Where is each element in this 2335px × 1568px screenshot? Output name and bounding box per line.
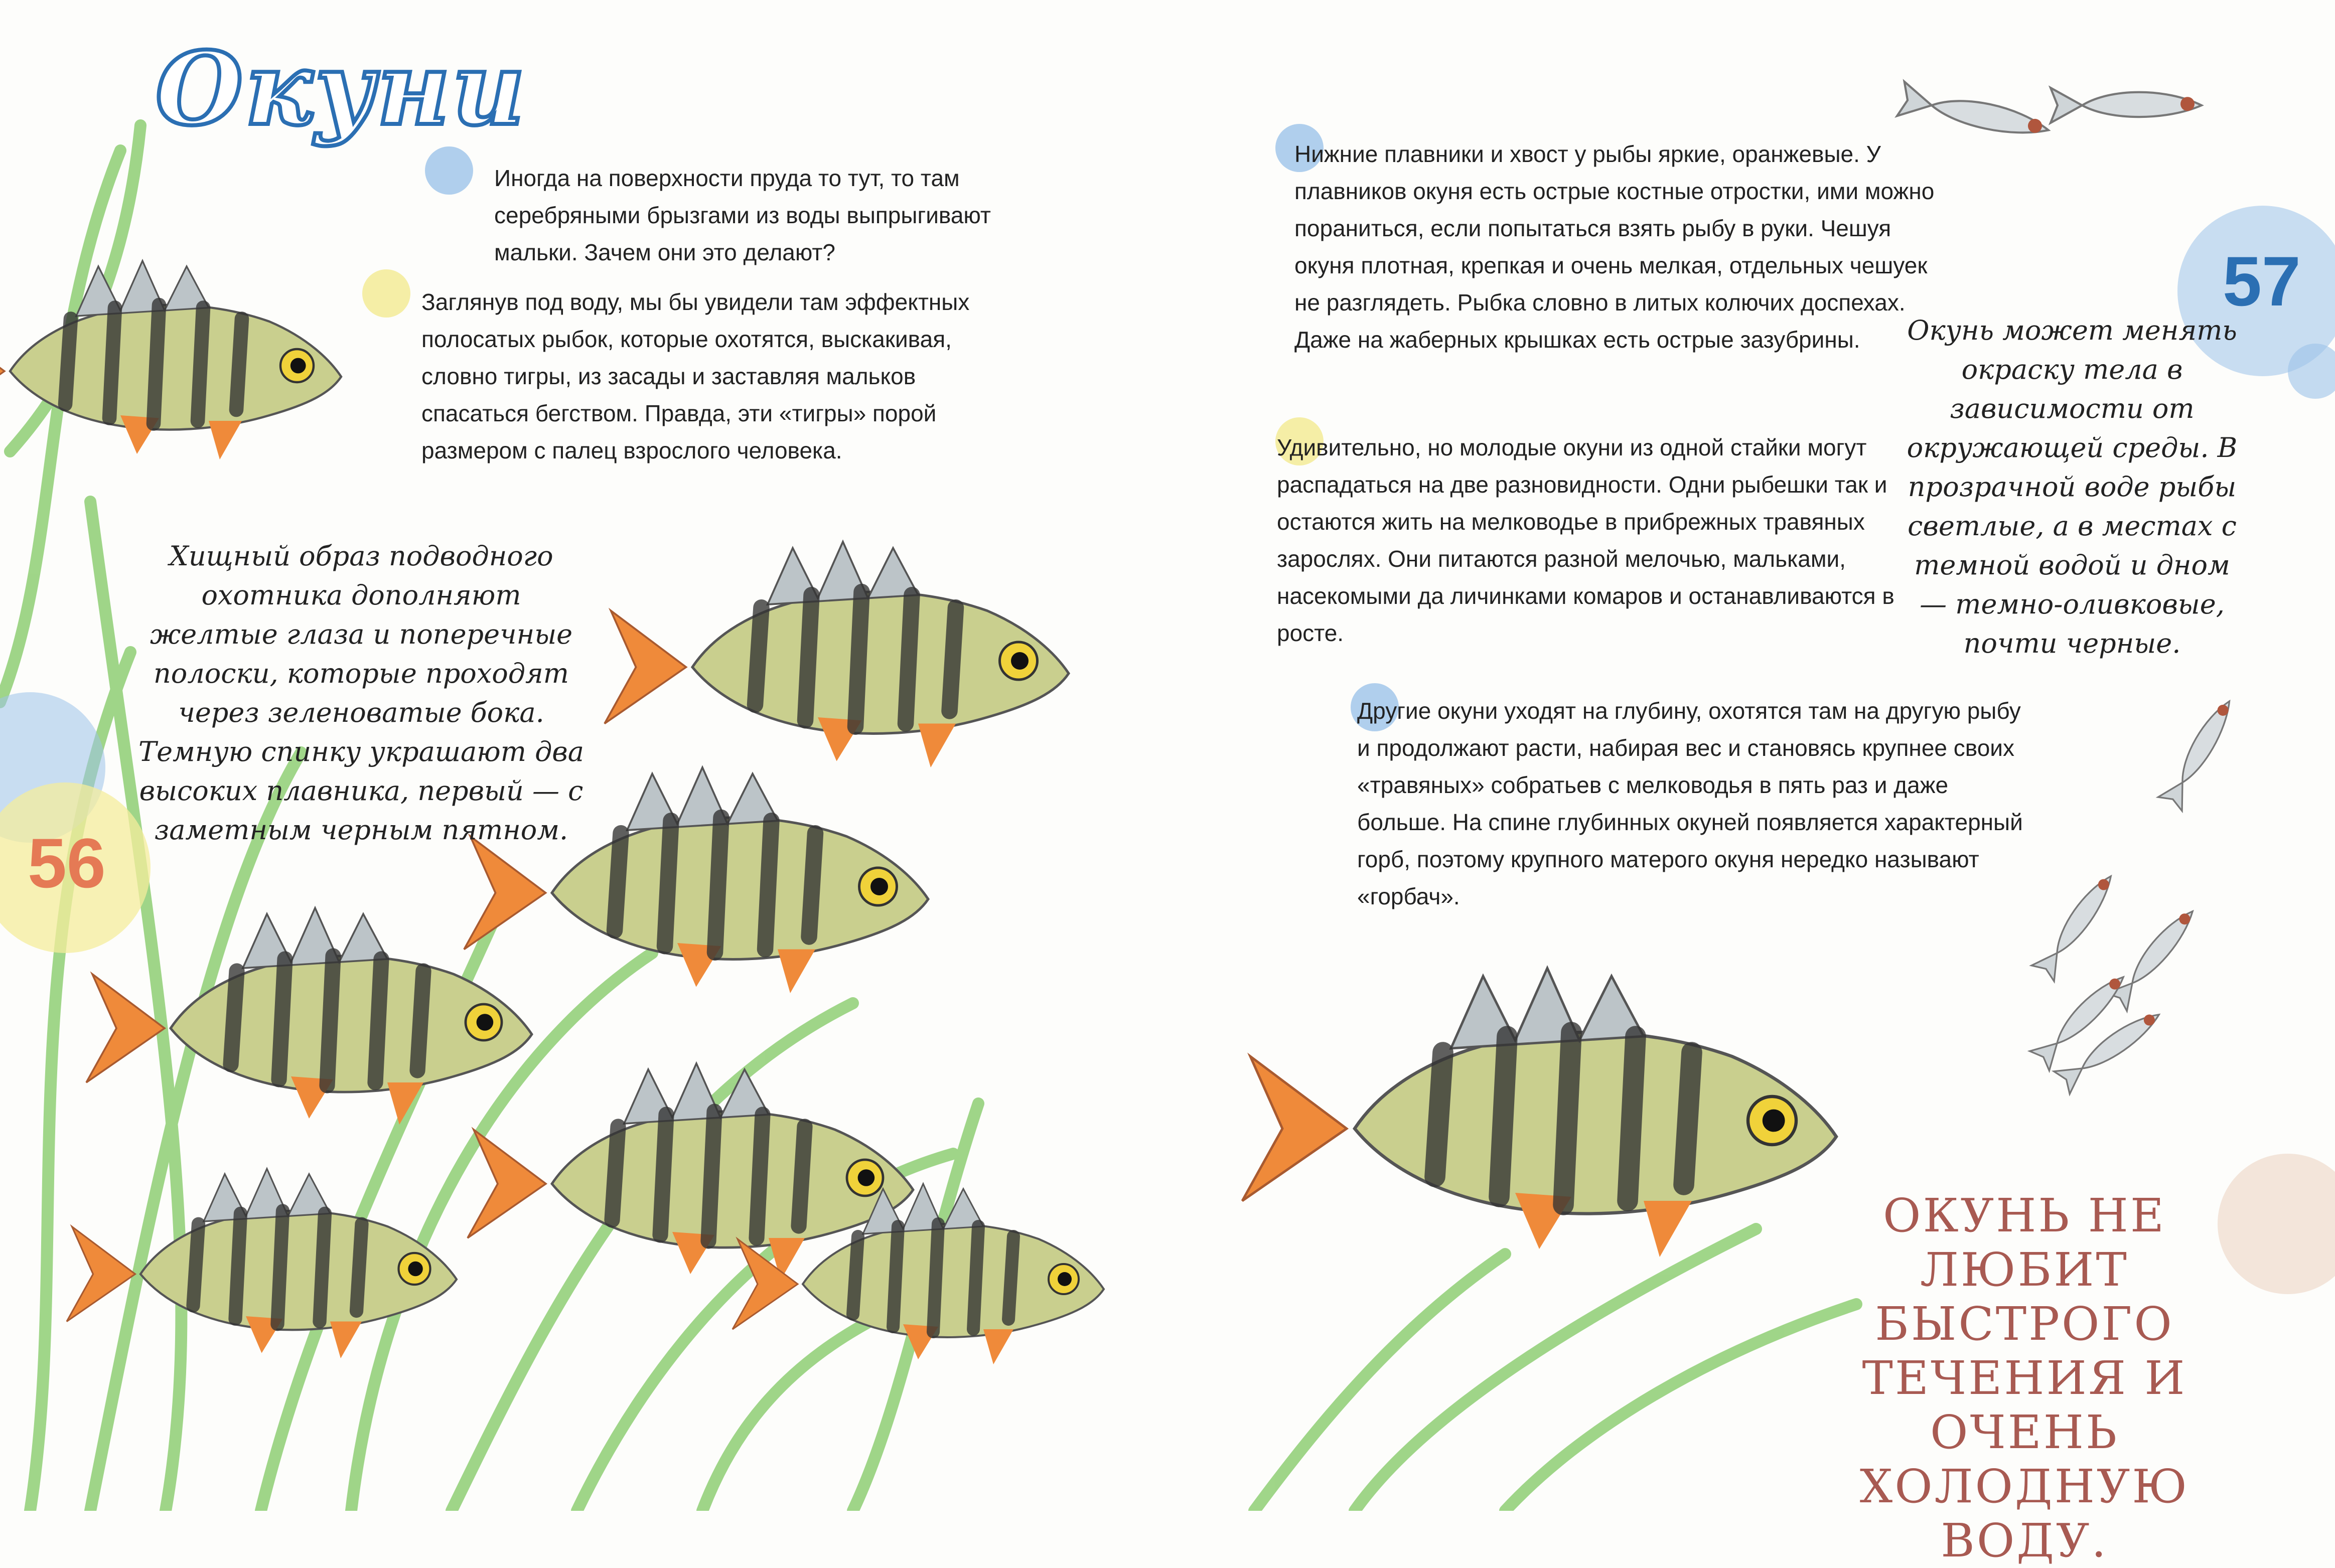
callout-text: ОКУНЬ НЕ ЛЮБИТ БЫСТРОГО ТЕЧЕНИЯ И ОЧЕНЬ ХОЛОДНУЮ ВОДУ. [1859,1189,2190,1567]
right-paragraph-3 [1357,692,2029,915]
page-number-left: 56 [28,824,106,902]
right-handwritten-note: Окунь может менять окраску тела в зависимости от окружающей среды. В прозрачной воде рыбы светлые, а в местах с темной водой и дном — темно-оливковые, почти черные. [1907,315,2238,659]
right-paragraph-1 [1294,135,1947,358]
left-paragraph-2 [421,283,973,469]
dot-yellow [362,269,410,318]
right-paragraph-2 [1277,429,1914,652]
left-paragraph-2-text: Заглянув под воду, мы бы увидели там эффектных полосатых рыбок, которые охотятся, выскакивая, словно тигры, из засады и заставляя мальков спасаться бегством. Правда, эти «тигры» порой размером с палец взрослого человека. [421,289,970,463]
left-paragraph-1-text: Иногда на поверхности пруда то тут, то там серебряными брызгами из воды выпрыгивают мальки. Зачем они это делают? [494,165,991,265]
right-paragraph-3-text: Другие окуни уходят на глубину, охотятся там на другую рыбу и продолжают расти, набирая вес и становясь крупнее своих «травяных» собратьев с мелководья в пять раз и даже больше. На спине глубинных окуней появляется характерный горб, поэтому крупного матерого окуня нередко называют «горбач». [1357,698,2023,909]
left-handwritten-note: Хищный образ подводного охотника дополняют желтые глаза и поперечные полоски, которые проходят через зеленоватые бока. Темную спинку украшают два высоких плавника, первый — с заметным черным пятном. [138,540,584,846]
dot-blue [425,146,473,195]
right-paragraph-1-text: Нижние плавники и хвост у рыбы яркие, оранжевые. У плавников окуня есть острые костные отростки, ими можно пораниться, если попытаться взять рыбу в руки. Чешуя окуня плотная, крепкая и очень мелкая, отдельных чешуек не разглядеть. Рыбка словно в литых колючих доспехах. Даже на жаберных крышках есть острые зазубрины. [1294,141,1935,353]
right-paragraph-2-text: Удивительно, но молодые окуни из одной стайки могут распадаться на две разновидности. Одни рыбешки так и остаются жить на мелководье в прибрежных травяных зарослях. Они питаются разной мелочью, мальками, насекомыми да личинками комаров и останавливаются в росте. [1277,434,1894,646]
left-paragraph-1 [494,160,1026,271]
page-title: Окуни [156,30,527,148]
page-number-right: 57 [2223,242,2301,321]
